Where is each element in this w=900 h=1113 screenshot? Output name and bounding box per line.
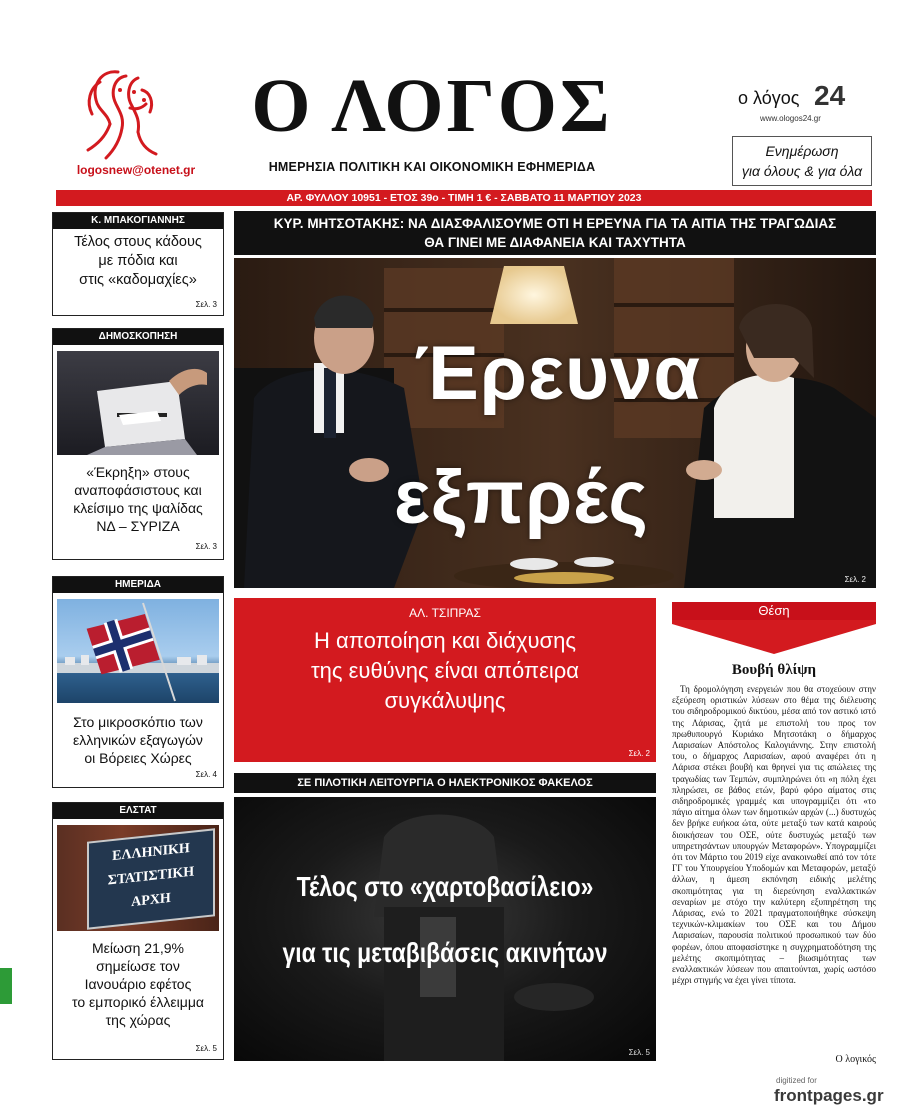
newspaper-title: Ο ΛΟΓΟΣ [251,64,613,148]
story-line: «Έκρηξη» στους [86,464,190,480]
story-line: ΝΔ – ΣΥΡΙΖΑ [96,518,180,534]
story-line: της ευθύνης είναι απόπειρα [310,658,580,683]
page-ref: Σελ. 3 [195,542,217,551]
story-line: στις «καδομαχίες» [79,272,197,288]
page-ref: Σελ. 5 [195,1044,217,1053]
sidebar-story-exports[interactable] [52,576,224,788]
story-line: Στο μικροσκόπιο των [73,714,203,730]
brand-number: 24 [814,80,846,111]
elstat-sign-image [57,825,219,931]
contact-email[interactable]: logosnew@otenet.gr [76,163,196,177]
hero-headline-word: Έρευνα [414,331,702,416]
main-photo[interactable] [234,258,876,588]
digitized-note: digitized for [776,1076,817,1085]
opinion-section-tab[interactable]: Θέση [672,602,876,620]
main-headline[interactable] [234,211,876,255]
ologos24-logo[interactable] [730,80,870,130]
folder-headline[interactable]: ΣΕ ΠΙΛΟΤΙΚΗ ΛΕΙΤΟΥΡΓΙΑ Ο ΗΛΕΚΤΡΟΝΙΚΟΣ ΦΑΚΕΛΟΣ [234,773,656,793]
opinion-title: Βουβή θλίψη [731,662,817,678]
newspaper-logo-faces [80,62,170,162]
sidebar-story-poll[interactable] [52,328,224,560]
headline-line: ΚΥΡ. ΜΗΤΣΟΤΑΚΗΣ: ΝΑ ΔΙΑΣΦΑΛΙΣΟΥΜΕ ΟΤΙ Η ΕΡΕΥΝΑ ΓΙΑ ΤΑ ΑΙΤΙΑ ΤΗΣ ΤΡΑΓΩΔΙΑΣ [273,216,837,231]
opinion-body: Τη δρομολόγηση ενεργειών που θα στοχεύουν στην εξεύρεση οριστικών λύσεων στο θέμα της διέλευσης του σιδηροδρομικού δικτύου, μέσα από τον αστικό ιστό της Λάρισας, ζητά με επιστολή του προς τον πρωθυπουργό Κυριάκο Μητσοτάκη ο δήμαρχος Λαρισαίων Απόστολος Καλογιάννης. Στην επιστολή του, ο δήμαρχος Λαρισαίων, αφού αναφέρει ότι η Λάρισα στέκει βουβή και θρηνεί για τις απώλειες της τραγωδίας των Τεμπών, συμπληρώνει ότι «η πόλη έχει πληρώσει, σε βάθος ετών, βαρύ φόρο αίματος στις σιδηροδρομικές γραμμές και υπογραμμίζει ότι «το πάγιο αίτημα όλων των δημοτικών αρχών (...) δυστυχώς δεν βρήκε ευήκοα ώτα, ούτε μεταξύ των κατά καιρούς διοικήσεων του ΟΣΕ, ούτε δυστυχώς μεταξύ των υπηρετησάντων υπουργών Μεταφορών». Υπογραμμίζει ότι τον Μάρτιο του 2019 είχε ανακοινωθεί από τον τότε ΓΓ του Υπουργείου Υποδομών και Μεταφορών, μεταξύ άλλων, η άμεση εκπόνηση ειδικής μελέτης σκοπιμότητας για τη διερεύνηση εναλλακτικών σεναρίων με στόχο την καλύτερη εξυπηρέτηση της Λάρισας, ενώ το 2021 πραγματοποιήθηκε σύσκεψη τεχνικών-κλιμακίων του ΟΣΕ και του Δήμου Λαρισαίων, παρουσία πολιτικού προσωπικού των δύο φορέων, όπου αποφασίστηκε η συγχρηματοδότηση της μελέτης σκοπιμότητας – βιωσιμότητας των εναλλακτικών λύσεων που απαιτούνται, χωρίς ωστόσο μέχρι στιγμής να έχει γίνει τίποτα. [672,684,876,986]
page-ref: Σελ. 3 [195,300,217,309]
story-line: Μείωση 21,9% [92,940,184,956]
story-line: σημείωσε τον [96,958,180,974]
headline-line: ΘΑ ΓΙΝΕΙ ΜΕ ΔΙΑΦΑΝΕΙΑ ΚΑΙ ΤΑΧΥΤΗΤΑ [424,235,686,250]
sidebar-story-elstat[interactable] [52,802,224,1060]
story-label: ΗΜΕΡΙΔΑ [53,577,223,593]
ballot-box-image [57,351,219,455]
source-site-link[interactable]: frontpages.gr [774,1086,884,1105]
folder-photo[interactable] [234,797,656,1061]
page-ref: Σελ. 5 [628,1048,650,1057]
story-label: ΔΗΜΟΣΚΟΠΗΣΗ [53,329,223,345]
story-line: Τέλος στους κάδους [74,234,202,250]
story-line: Ιανουάριο εφέτος [84,976,192,992]
hero-headline-word: εξπρές [394,455,649,540]
tsipras-story[interactable] [234,598,656,762]
story-line: αναποφάσιστους και [74,482,202,498]
story-line: συγκάλυψης [384,688,506,713]
story-label: Κ. ΜΠΑΚΟΓΙΑΝΝΗΣ [53,213,223,229]
tagline-box [732,136,872,186]
green-edge-marker [0,968,12,1004]
sign-line: ΣΤΑΤΙΣΤΙΚΗ [107,864,195,889]
norway-flag-image [57,599,219,703]
newspaper-subtitle: ΗΜΕΡΗΣΙΑ ΠΟΛΙΤΙΚΗ ΚΑΙ ΟΙΚΟΝΟΜΙΚΗ ΕΦΗΜΕΡΙΔΑ [268,160,596,174]
tagline-line: για όλους & για όλα [741,163,863,179]
story-line: της χώρας [105,1012,171,1028]
page-ref: Σελ. 4 [195,770,217,779]
opinion-signature: Ο λογικός [835,1054,876,1065]
page-ref: Σελ. 2 [628,749,650,758]
story-line: ελληνικών εξαγωγών [73,732,203,748]
folder-headline-line: Τέλος στο «χαρτοβασίλειο» [296,871,594,902]
story-line: το εμπορικό έλλειμμα [72,994,204,1010]
story-line: με πόδια και [98,253,178,269]
story-line: Η αποποίηση και διάχυσης [314,628,576,653]
brand-name: ο λόγος [738,88,800,108]
story-line: κλείσιμο της ψαλίδας [73,500,203,516]
sidebar-story-bins[interactable] [52,212,224,316]
brand-url[interactable]: www.ologos24.gr [760,114,821,123]
story-label: ΕΛΣΤΑΤ [53,803,223,819]
sign-line: ΕΛΛΗΝΙΚΗ [112,840,190,865]
story-line: οι Βόρειες Χώρες [84,750,192,766]
folder-headline-line: για τις μεταβιβάσεις ακινήτων [282,937,608,968]
opinion-divider [672,620,876,656]
sign-line: ΑΡΧΗ [131,890,171,911]
issue-info-bar: ΑΡ. ΦΥΛΛΟΥ 10951 - ΕΤΟΣ 39ο - ΤΙΜΗ 1 € - ΣΑΒΒΑΤΟ 11 ΜΑΡΤΙΟΥ 2023 [56,190,872,206]
page-ref: Σελ. 2 [844,575,866,584]
story-label: ΑΛ. ΤΣΙΠΡΑΣ [409,606,481,620]
tagline-line: Ενημέρωση [765,143,839,159]
elstat-sign [87,828,215,929]
